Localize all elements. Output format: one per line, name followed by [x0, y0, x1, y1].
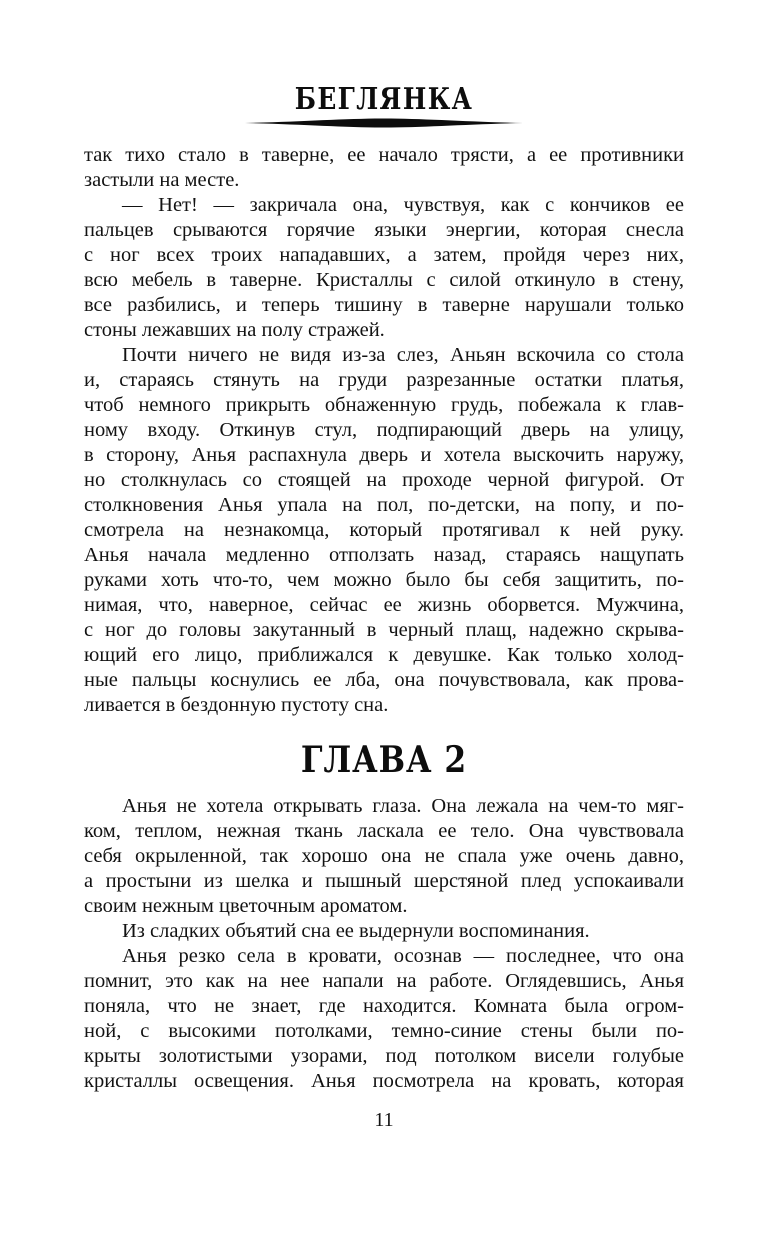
text-line: ные пальцы коснулись ее лба, она почувствовала, как прова-: [84, 669, 684, 691]
text-line: Из сладких объятий сна ее выдернули воспоминания.: [122, 920, 590, 942]
text-line: помнит, это как на нее напали на работе. Оглядевшись, Анья: [84, 970, 684, 992]
paragraph: [84, 919, 684, 944]
text-line: в сторону, Анья распахнула дверь и хотела выскочить наружу,: [84, 444, 684, 466]
chapter-heading: ГЛАВА 2: [300, 738, 468, 781]
text-line: руками хоть что-то, чем можно было бы себя защитить, по-: [84, 569, 684, 591]
text-line: кристаллы освещения. Анья посмотрела на кровать, которая: [84, 1070, 684, 1092]
text-before-chapter: [84, 143, 684, 718]
text-line: — Нет! — закричала она, чувствуя, как с кончиков ее: [122, 194, 684, 216]
text-line: Анья не хотела открывать глаза. Она лежала на чем-то мяг-: [122, 795, 684, 817]
book-header: [0, 0, 768, 129]
tapered-rule-ornament: [245, 117, 523, 129]
text-line: Анья начала медленно отползать назад, стараясь нащупать: [84, 544, 684, 566]
text-line: так тихо стало в таверне, ее начало трясти, а ее противники: [84, 144, 684, 166]
text-line: ливается в бездонную пустоту сна.: [84, 694, 389, 716]
text-line: себя окрыленной, так хорошо она не спала уже очень давно,: [84, 845, 684, 867]
paragraph: [84, 944, 684, 1094]
text-line: ком, теплом, нежная ткань ласкала ее тело. Она чувствовала: [84, 820, 684, 842]
text-line: поняла, что не знает, где находится. Комната была огром-: [84, 995, 684, 1017]
paragraph: [84, 143, 684, 193]
text-line: застыли на месте.: [84, 169, 240, 191]
text-line: крыты золотистыми узорами, под потолком висели голубые: [84, 1045, 684, 1067]
paragraph: [84, 794, 684, 919]
text-line: все разбились, и теперь тишину в таверне нарушали только: [84, 294, 684, 316]
text-line: нимая, что, наверное, сейчас ее жизнь оборвется. Мужчина,: [84, 594, 684, 616]
text-line: Почти ничего не видя из-за слез, Аньян вскочила со стола: [122, 344, 684, 366]
text-line: с ног всех троих нападавших, а затем, пройдя через них,: [84, 244, 684, 266]
text-line: своим нежным цветочным ароматом.: [84, 895, 408, 917]
text-line: ной, с высокими потолками, темно-синие стены были по-: [84, 1020, 684, 1042]
text-line: смотрела на незнакомца, который протягивал к ней руку.: [84, 519, 684, 541]
text-line: Анья резко села в кровати, осознав — последнее, что она: [122, 945, 684, 967]
text-line: с ног до головы закутанный в черный плащ, надежно скрыва-: [84, 619, 684, 641]
text-after-chapter: [84, 794, 684, 1094]
text-line: ющий его лицо, приближался к девушке. Как только холод-: [84, 644, 684, 666]
paragraph: [84, 193, 684, 343]
text-line: столкновения Анья упала на пол, по-детски, на попу, и по-: [84, 494, 684, 516]
text-line: пальцев срываются горячие языки энергии, которая снесла: [84, 219, 684, 241]
text-line: а простыни из шелка и пышный шерстяной плед успокаивали: [84, 870, 684, 892]
paragraph: [84, 343, 684, 718]
text-line: чтоб немного прикрыть обнаженную грудь, побежала к глав-: [84, 394, 684, 416]
text-line: ному входу. Откинув стул, подпирающий дверь на улицу,: [84, 419, 684, 441]
text-line: и, стараясь стянуть на груди разрезанные остатки платья,: [84, 369, 684, 391]
text-line: всю мебель в таверне. Кристаллы с силой откинуло в стену,: [84, 269, 684, 291]
text-line: стоны лежавших на полу стражей.: [84, 319, 385, 341]
body-text: [84, 143, 684, 1094]
page-number: 11: [374, 1109, 394, 1131]
running-title: БЕГЛЯНКА: [294, 82, 474, 117]
text-line: но столкнулась со стоящей на проходе черной фигурой. От: [84, 469, 684, 491]
